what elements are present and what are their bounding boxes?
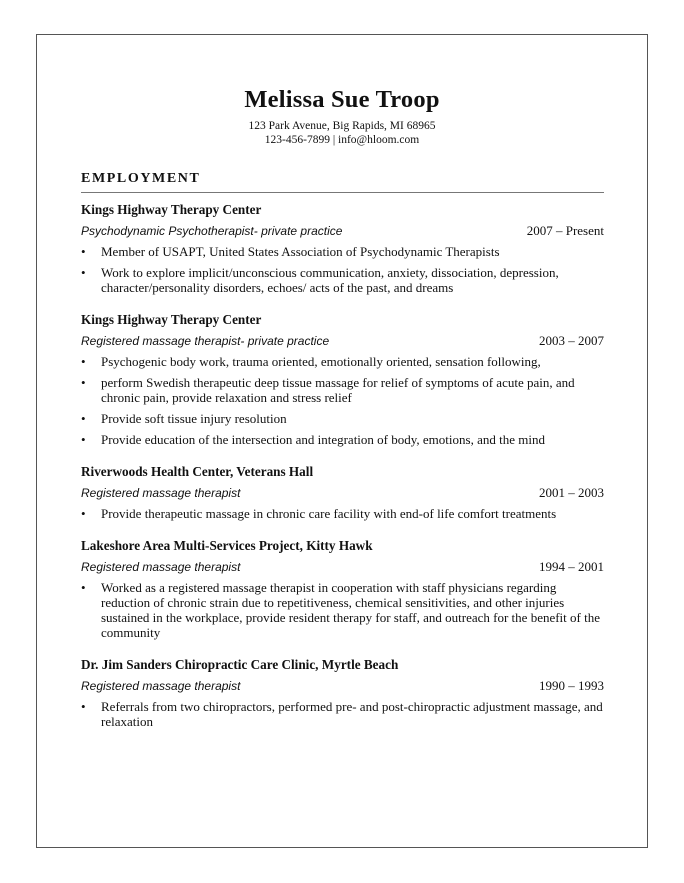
duty-text: Member of USAPT, United States Association of Psychodynamic Therapists	[101, 244, 500, 259]
duty-item	[81, 506, 604, 521]
job-role: Registered massage therapist	[81, 560, 241, 574]
job-entry	[81, 537, 604, 640]
duty-text: perform Swedish therapeutic deep tissue massage for relief of symptoms of acute pain, and chronic pain, provide relaxation and stress relief	[101, 375, 575, 405]
job-role: Registered massage therapist	[81, 486, 241, 500]
duty-text: Worked as a registered massage therapist in cooperation with staff physicians regarding reduction of chronic strain due to repetitiveness, chemical sensitivities, and other injuries sustained in the workplace, provide resident therapy for staff, and outreach for the benefit of the community	[101, 580, 600, 640]
company-name: Lakeshore Area Multi-Services Project, Kitty Hawk	[81, 538, 373, 553]
job-role: Psychodynamic Psychotherapist- private practice	[81, 224, 343, 238]
candidate-name: Melissa Sue Troop	[244, 86, 440, 113]
company-name: Kings Highway Therapy Center	[81, 312, 262, 327]
role-row	[81, 485, 604, 501]
duty-text: Provide education of the intersection and integration of body, emotions, and the mind	[101, 432, 545, 447]
section-title-employment: EMPLOYMENT	[81, 170, 604, 193]
duty-item	[81, 699, 604, 729]
duty-text: Provide soft tissue injury resolution	[101, 411, 287, 426]
phone-email: 123-456-7899 | info@hloom.com	[264, 134, 420, 146]
resume-header	[36, 86, 648, 147]
job-dates: 1990 – 1993	[539, 678, 604, 693]
job-list	[81, 201, 604, 729]
role-row	[81, 559, 604, 575]
address: 123 Park Avenue, Big Rapids, MI 68965	[248, 120, 436, 132]
duty-text: Work to explore implicit/unconscious communication, anxiety, dissociation, depression, character/personality disorders, echoes/ acts of the past, and dreams	[101, 265, 559, 295]
bullet-icon: •	[81, 265, 86, 280]
bullet-icon: •	[81, 354, 86, 369]
duty-list	[81, 580, 604, 640]
duty-list	[81, 699, 604, 729]
job-role: Registered massage therapist	[81, 679, 241, 693]
duty-item	[81, 354, 604, 369]
duty-item	[81, 244, 604, 259]
bullet-icon: •	[81, 699, 86, 714]
bullet-icon: •	[81, 432, 86, 447]
duty-list	[81, 244, 604, 295]
bullet-icon: •	[81, 506, 86, 521]
bullet-icon: •	[81, 375, 86, 390]
bullet-icon: •	[81, 580, 86, 595]
duty-item	[81, 375, 604, 405]
job-dates: 2001 – 2003	[539, 485, 604, 500]
job-dates: 2007 – Present	[526, 223, 604, 238]
role-row	[81, 223, 604, 239]
company-name: Kings Highway Therapy Center	[81, 202, 262, 217]
duty-list	[81, 506, 604, 521]
resume-body	[81, 170, 604, 729]
duty-text: Psychogenic body work, trauma oriented, emotionally oriented, sensation following,	[101, 354, 541, 369]
role-row	[81, 678, 604, 694]
job-entry	[81, 656, 604, 729]
job-entry	[81, 201, 604, 295]
job-dates: 1994 – 2001	[539, 559, 604, 574]
job-dates: 2003 – 2007	[539, 333, 604, 348]
bullet-icon: •	[81, 411, 86, 426]
duty-item	[81, 432, 604, 447]
duty-item	[81, 580, 604, 640]
company-name: Dr. Jim Sanders Chiropractic Care Clinic, Myrtle Beach	[81, 657, 399, 672]
job-entry	[81, 311, 604, 447]
duty-text: Referrals from two chiropractors, performed pre- and post-chiropractic adjustment massage, and relaxation	[101, 699, 603, 729]
duty-text: Provide therapeutic massage in chronic care facility with end-of life comfort treatments	[101, 506, 557, 521]
company-name: Riverwoods Health Center, Veterans Hall	[81, 464, 314, 479]
job-entry	[81, 463, 604, 521]
role-row	[81, 333, 604, 349]
duty-item	[81, 411, 604, 426]
job-role: Registered massage therapist- private practice	[81, 334, 330, 348]
bullet-icon: •	[81, 244, 86, 259]
duty-item	[81, 265, 604, 295]
duty-list	[81, 354, 604, 447]
